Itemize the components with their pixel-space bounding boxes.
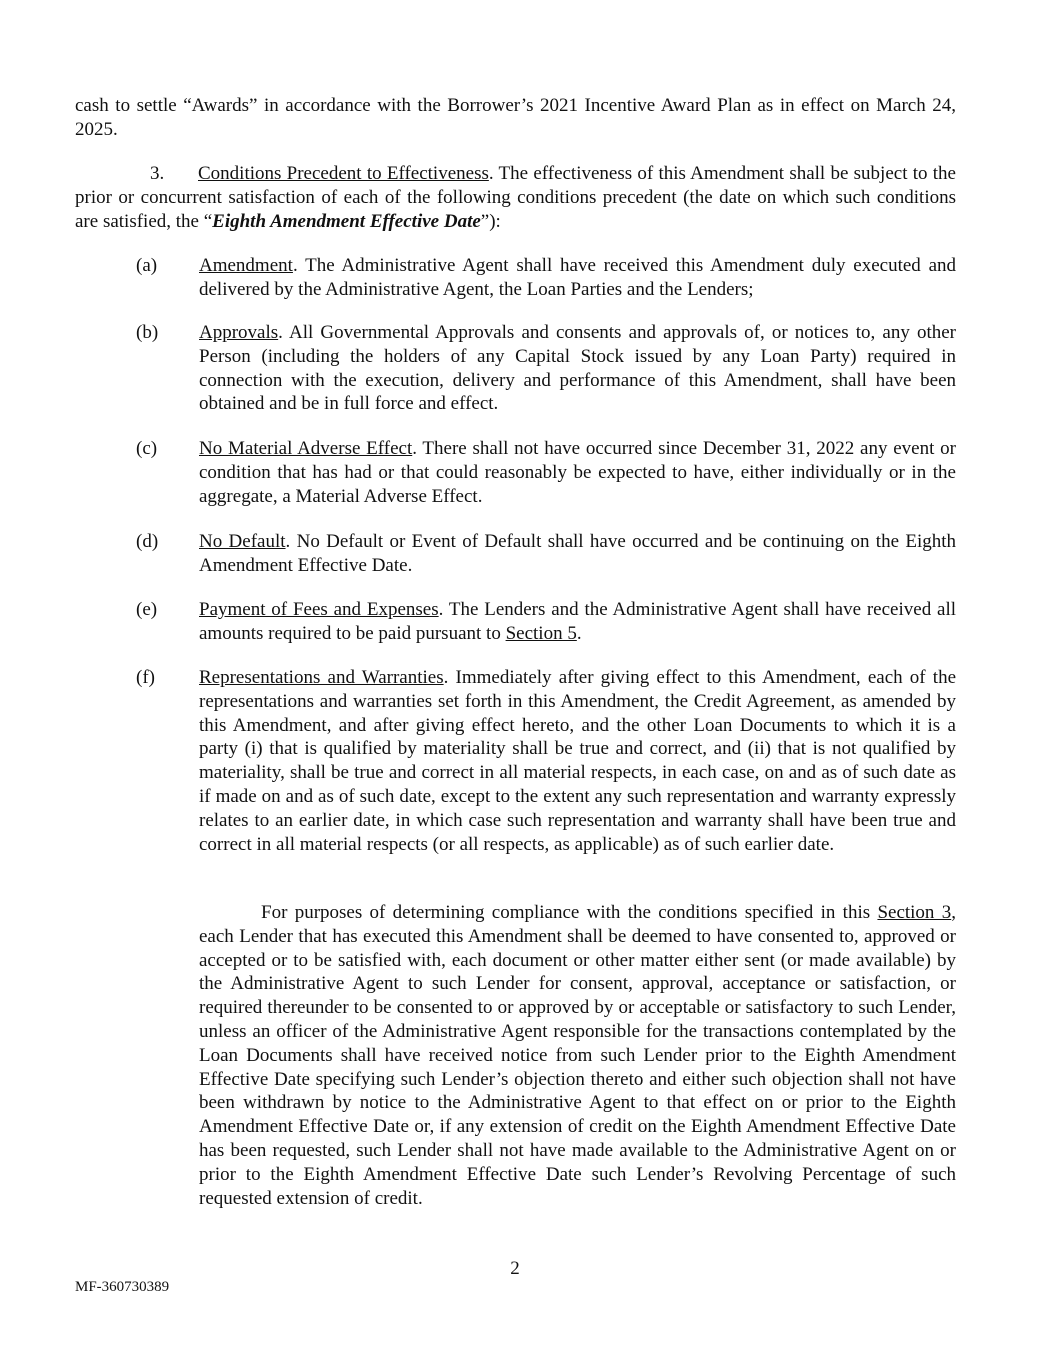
condition-label: (f) [136,667,155,688]
page-number: 2 [510,1258,520,1279]
defined-term: Eighth Amendment Effective Date [212,210,481,232]
condition-text: . The Lenders and the Administrative Agent shall have received all amounts required to be paid pursuant to [199,599,956,644]
condition-text-end: . [576,622,582,644]
condition-text: . Immediately after giving effect to this Amendment, each of the representations and warranties set forth in this Amendment, the Credit Agreement, as amended by this Amendment, and after giving effect hereto, and the other Loan Documents to which it is a party (i) that is qualified by materiality shall be true and correct, and (ii) that is not qualified by materiality, shall be true and correct in all material respects, in each case, on and as of such date as if made on and as of such date, except to the extent any such representation and warranty expressly relates to an earlier date, in which case such representation and warranty shall have been true and correct in all material respects (or all respects, as applicable) as of such earlier date. [199,667,956,855]
closing-paragraph [199,901,956,1210]
condition-body [199,598,956,646]
condition-text: . All Governmental Approvals and consents and approvals of, or notices to, any other Person (including the holders of any Capital Stock issued by any Loan Party) required in connection with the execution, delivery and performance of this Amendment, shall have been obtained and be in full force and effect. [199,322,956,415]
condition-heading: No Material Adverse Effect [199,438,413,459]
section-5-reference: Section 5 [505,622,577,644]
condition-body [199,437,956,508]
condition-heading: Amendment [199,255,293,276]
condition-heading: Representations and Warranties [199,667,444,688]
condition-heading: No Default [199,531,286,552]
condition-text: . No Default or Event of Default shall have occurred and be continuing on the Eighth Amendment Effective Date. [199,531,956,576]
section-3-reference: Section 3 [877,902,952,923]
condition-text: . The Administrative Agent shall have received this Amendment duly executed and delivered by the Administrative Agent, the Loan Parties and the Lenders; [199,255,956,300]
continuation-paragraph [75,94,956,142]
document-id: MF-360730389 [75,1279,170,1295]
condition-heading: Payment of Fees and Expenses [199,599,439,620]
condition-label: (a) [136,255,158,276]
section-intro-before: . The effectiveness of this Amendment shall be subject to the prior or concurrent satisfaction of each of the following conditions precedent (the date on which such conditions are satisfied, the “ [75,163,956,232]
condition-body [199,666,956,856]
section-heading: Conditions Precedent to Effectiveness [198,163,489,184]
condition-body [199,254,956,302]
condition-text: . There shall not have occurred since December 31, 2022 any event or condition that has had or that could reasonably be expected to have, either individually or in the aggregate, a Material Adverse Effect. [199,438,956,507]
condition-body [199,530,956,578]
condition-label: (e) [136,599,158,620]
closing-text-before: For purposes of determining compliance with the conditions specified in this [261,902,878,923]
closing-text-after: , each Lender that has executed this Amendment shall be deemed to have consented to, approved or accepted or to be satisfied with, each document or other matter either sent (or made available) by the Administrative Agent to such Lender for consent, approval, acceptance or satisfaction, or required thereunder to be consented to or approved by or acceptable or satisfactory to such Lender, unless an officer of the Administrative Agent responsible for the transactions contemplated by the Loan Documents shall have received notice from such Lender prior to the Eighth Amendment Effective Date specifying such Lender’s objection thereto and either such objection shall not have been withdrawn by notice to the Administrative Agent to that effect on or prior to the Eighth Amendment Effective Date or, if any extension of credit on the Eighth Amendment Effective Date has been requested, such Lender shall not have made available to the Administrative Agent on or prior to the Eighth Amendment Effective Date such Lender’s Revolving Percentage of such requested extension of credit. [199,902,956,1209]
section-number: 3. [150,163,165,184]
condition-body [199,321,956,416]
condition-label: (d) [136,531,159,552]
condition-heading: Approvals [199,322,279,343]
condition-label: (c) [136,438,158,459]
condition-label: (b) [136,322,159,343]
section-intro-after: ”): [480,210,501,232]
continuation-text: cash to settle “Awards” in accordance with the Borrower’s 2021 Incentive Award Plan as in effect on March 24, 2025. [75,95,956,140]
section-3-paragraph [75,162,956,233]
